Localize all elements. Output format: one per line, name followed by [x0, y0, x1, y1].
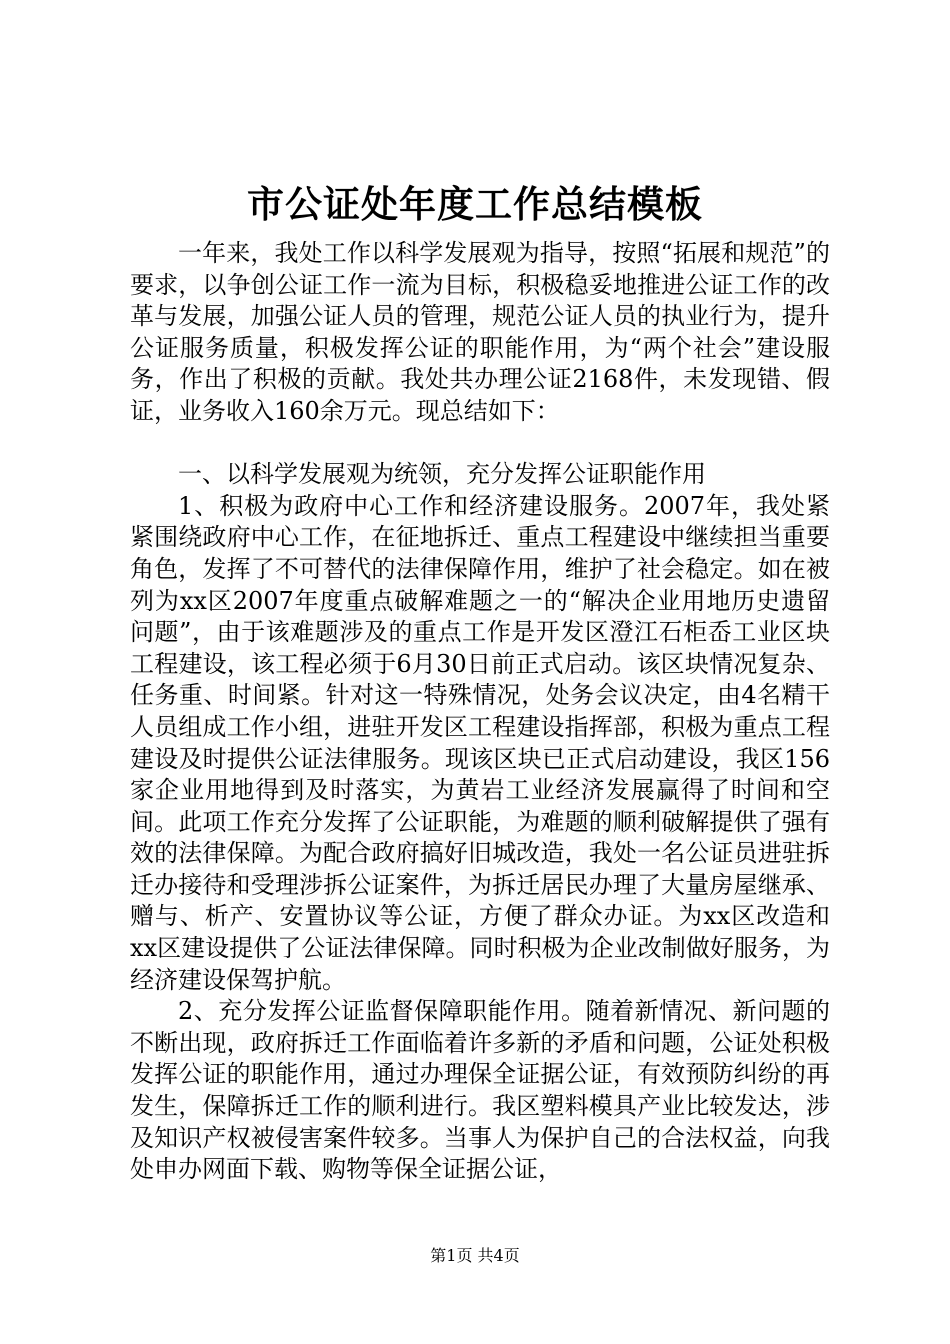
paragraph-2: 2、充分发挥公证监督保障职能作用。随着新情况、新问题的不断出现，政府拆迁工作面临着许多新的矛盾和问题，公证处积极发挥公证的职能作用，通过办理保全证据公证，有效预防纠纷的再发生，保障拆迁工作的顺利进行。我区塑料模具产业比较发达，涉及知识产权被侵害案件较多。当事人为保护自己的合法权益，向我处申办网面下载、购物等保全证据公证，: [130, 997, 830, 1184]
page-footer: 第1页 共4页: [430, 1246, 520, 1265]
paragraph-gap: [130, 428, 830, 460]
paragraph-1: 1、积极为政府中心工作和经济建设服务。2007年，我处紧紧围绕政府中心工作，在征地拆迁、重点工程建设中继续担当重要角色，发挥了不可替代的法律保障作用，维护了社会稳定。如在被列为xx区2007年度重点破解难题之一的“解决企业用地历史遗留问题”，由于该难题涉及的重点工作是开发区澄江石柜岙工业区块工程建设，该工程必须于6月30日前正式启动。该区块情况复杂、任务重、时间紧。针对这一特殊情况，处务会议决定，由4名精干人员组成工作小组，进驻开发区工程建设指挥部，积极为重点工程建设及时提供公证法律服务。现该区块已正式启动建设，我区156家企业用地得到及时落实，为黄岩工业经济发展赢得了时间和空间。此项工作充分发挥了公证职能，为难题的顺利破解提供了强有效的法律保障。为配合政府搞好旧城改造，我处一名公证员进驻拆迁办接待和受理涉拆公证案件，为拆迁居民办理了大量房屋继承、赠与、析产、安置协议等公证，方便了群众办证。为xx区改造和xx区建设提供了公证法律保障。同时积极为企业改制做好服务，为经济建设保驾护航。: [130, 491, 830, 994]
section-heading: 一、以科学发展观为统领，充分发挥公证职能作用: [178, 460, 706, 489]
document-title: 市公证处年度工作总结模板: [247, 182, 703, 226]
document-body: [130, 238, 830, 1186]
intro-paragraph: 一年来，我处工作以科学发展观为指导，按照“拓展和规范”的要求，以争创公证工作一流为目标，积极稳妥地推进公证工作的改革与发展，加强公证人员的管理，规范公证人员的执业行为，提升公证服务质量，积极发挥公证的职能作用，为“两个社会”建设服务，作出了积极的贡献。我处共办理公证2168件，未发现错、假证，业务收入160余万元。现总结如下：: [130, 239, 830, 425]
